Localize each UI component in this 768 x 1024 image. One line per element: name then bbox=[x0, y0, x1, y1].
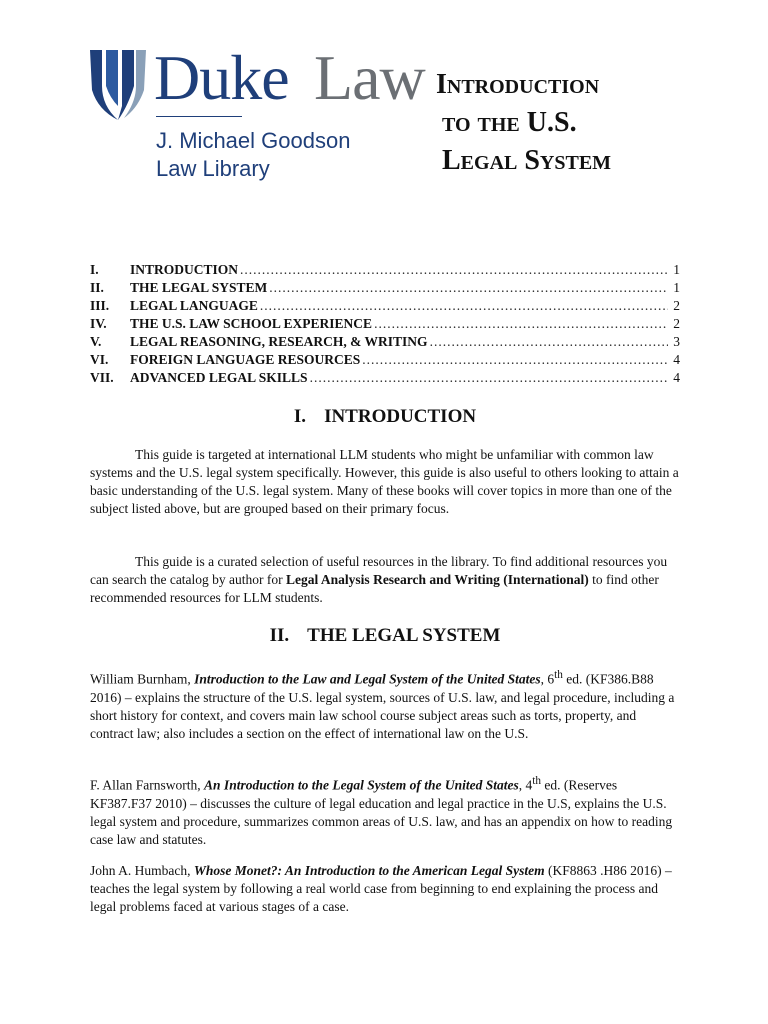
section-number: II. bbox=[269, 625, 290, 646]
toc-label: THE LEGAL SYSTEM bbox=[130, 280, 268, 295]
entry-description: (KF386.B88 2016) – explains the structure of the U.S. legal system, sources of U.S. law, and legal procedure, including a short history for context, and covers main law school course subject areas such as torts, property, and contract law; also includes a section on the effect of international law on the U.S. bbox=[90, 671, 675, 741]
toc-page: 4 bbox=[673, 352, 680, 367]
entry-description: (KF8863 .H86 2016) – teaches the legal system by following a real world case from beginning to end explaining the process and legal problems faced at various stages of a case. bbox=[90, 863, 672, 914]
document-title bbox=[436, 66, 736, 180]
toc-number: I. bbox=[90, 262, 99, 277]
toc-leader bbox=[430, 334, 668, 350]
toc-leader bbox=[362, 352, 668, 368]
toc-page: 1 bbox=[673, 280, 680, 295]
toc-page: 4 bbox=[673, 370, 680, 385]
entry-edition-post: ed. bbox=[562, 671, 583, 687]
toc-number: V. bbox=[90, 334, 102, 349]
toc-number: VII. bbox=[90, 370, 114, 385]
intro-paragraph-2 bbox=[90, 553, 680, 607]
logo-law-text: Law bbox=[314, 42, 425, 113]
toc-row[interactable] bbox=[90, 370, 680, 388]
intro-paragraph-1: This guide is targeted at international LLM students who might be unfamiliar with common law systems and the U.S. legal system specifically. However, this guide is also useful to others looking to attain a basic understanding of the U.S. legal system. Many of these books will cover topics in more than one of the subject listed above, but are grouped based on their primary focus. bbox=[90, 447, 679, 516]
duke-law-logo bbox=[88, 44, 428, 194]
toc-label: THE U.S. LAW SCHOOL EXPERIENCE bbox=[130, 316, 373, 331]
entry-description: (Reserves KF387.F37 2010) – discusses the culture of legal education and legal practice in the U.S, explains the U.S. legal system and procedure, summarizes common areas of U.S. law, and has an appendix on how to reading case law and statutes. bbox=[90, 777, 673, 847]
resource-entry bbox=[90, 772, 680, 849]
section-title: THE LEGAL SYSTEM bbox=[307, 625, 501, 646]
entry-author: F. Allan Farnsworth, bbox=[90, 777, 205, 793]
intro-p2-text: This guide is a curated selection of useful resources in the library. To find additional resources you can search the catalog by author for bbox=[90, 554, 668, 587]
toc-label: ADVANCED LEGAL SKILLS bbox=[130, 370, 308, 385]
logo-subtitle-2: Law Library bbox=[156, 156, 270, 181]
toc-leader bbox=[269, 280, 668, 296]
toc-page: 1 bbox=[673, 262, 680, 277]
entry-edition-sup: th bbox=[532, 775, 541, 787]
toc-leader bbox=[310, 370, 668, 386]
toc-page: 2 bbox=[673, 316, 680, 331]
resource-entry bbox=[90, 862, 680, 916]
toc-number: IV. bbox=[90, 316, 107, 331]
entry-edition-post: ed. bbox=[540, 777, 561, 793]
logo-divider bbox=[156, 116, 242, 117]
toc-number: VI. bbox=[90, 352, 109, 367]
catalog-search-term: Legal Analysis Research and Writing (International) bbox=[286, 572, 589, 587]
toc-leader bbox=[374, 316, 668, 332]
logo-subtitle-1: J. Michael Goodson bbox=[156, 128, 351, 153]
section-title: INTRODUCTION bbox=[324, 406, 477, 427]
entry-author: William Burnham, bbox=[90, 671, 195, 687]
title-line-2: to the U.S. bbox=[442, 107, 577, 138]
toc-page: 3 bbox=[673, 334, 680, 349]
intro-p2-text-end: to find other recommended resources for LLM students. bbox=[90, 572, 659, 605]
toc-page: 2 bbox=[673, 298, 680, 313]
toc-leader bbox=[260, 298, 668, 314]
title-line-1: Introduction bbox=[436, 69, 600, 100]
section-heading-legal-system bbox=[90, 625, 680, 647]
section-number: I. bbox=[293, 406, 307, 427]
toc-row[interactable] bbox=[90, 334, 680, 352]
resource-entry bbox=[90, 666, 680, 743]
section-heading-introduction bbox=[90, 406, 680, 428]
toc-row[interactable] bbox=[90, 316, 680, 334]
table-of-contents bbox=[90, 262, 680, 388]
entry-title: An Introduction to the Legal System of the United States bbox=[204, 777, 519, 793]
toc-number: II. bbox=[90, 280, 104, 295]
entry-edition: , 4 bbox=[518, 777, 533, 793]
entry-title: Whose Monet?: An Introduction to the American Legal System bbox=[193, 863, 545, 878]
logo-duke-text: Duke bbox=[154, 42, 289, 113]
toc-label: INTRODUCTION bbox=[130, 262, 239, 277]
toc-row[interactable] bbox=[90, 298, 680, 316]
duke-shield-icon bbox=[88, 46, 148, 126]
entry-title: Introduction to the Law and Legal System of the United States bbox=[194, 671, 541, 687]
toc-row[interactable] bbox=[90, 352, 680, 370]
toc-row[interactable] bbox=[90, 262, 680, 280]
toc-label: LEGAL REASONING, RESEARCH, & WRITING bbox=[130, 334, 428, 349]
entry-edition: , 6 bbox=[540, 671, 555, 687]
toc-row[interactable] bbox=[90, 280, 680, 298]
title-line-3: Legal System bbox=[442, 145, 612, 176]
toc-leader bbox=[240, 262, 668, 278]
entry-author: John A. Humbach, bbox=[90, 863, 194, 878]
toc-label: LEGAL LANGUAGE bbox=[130, 298, 258, 313]
toc-label: FOREIGN LANGUAGE RESOURCES bbox=[130, 352, 361, 367]
toc-number: III. bbox=[90, 298, 110, 313]
entry-edition-sup: th bbox=[554, 669, 563, 681]
